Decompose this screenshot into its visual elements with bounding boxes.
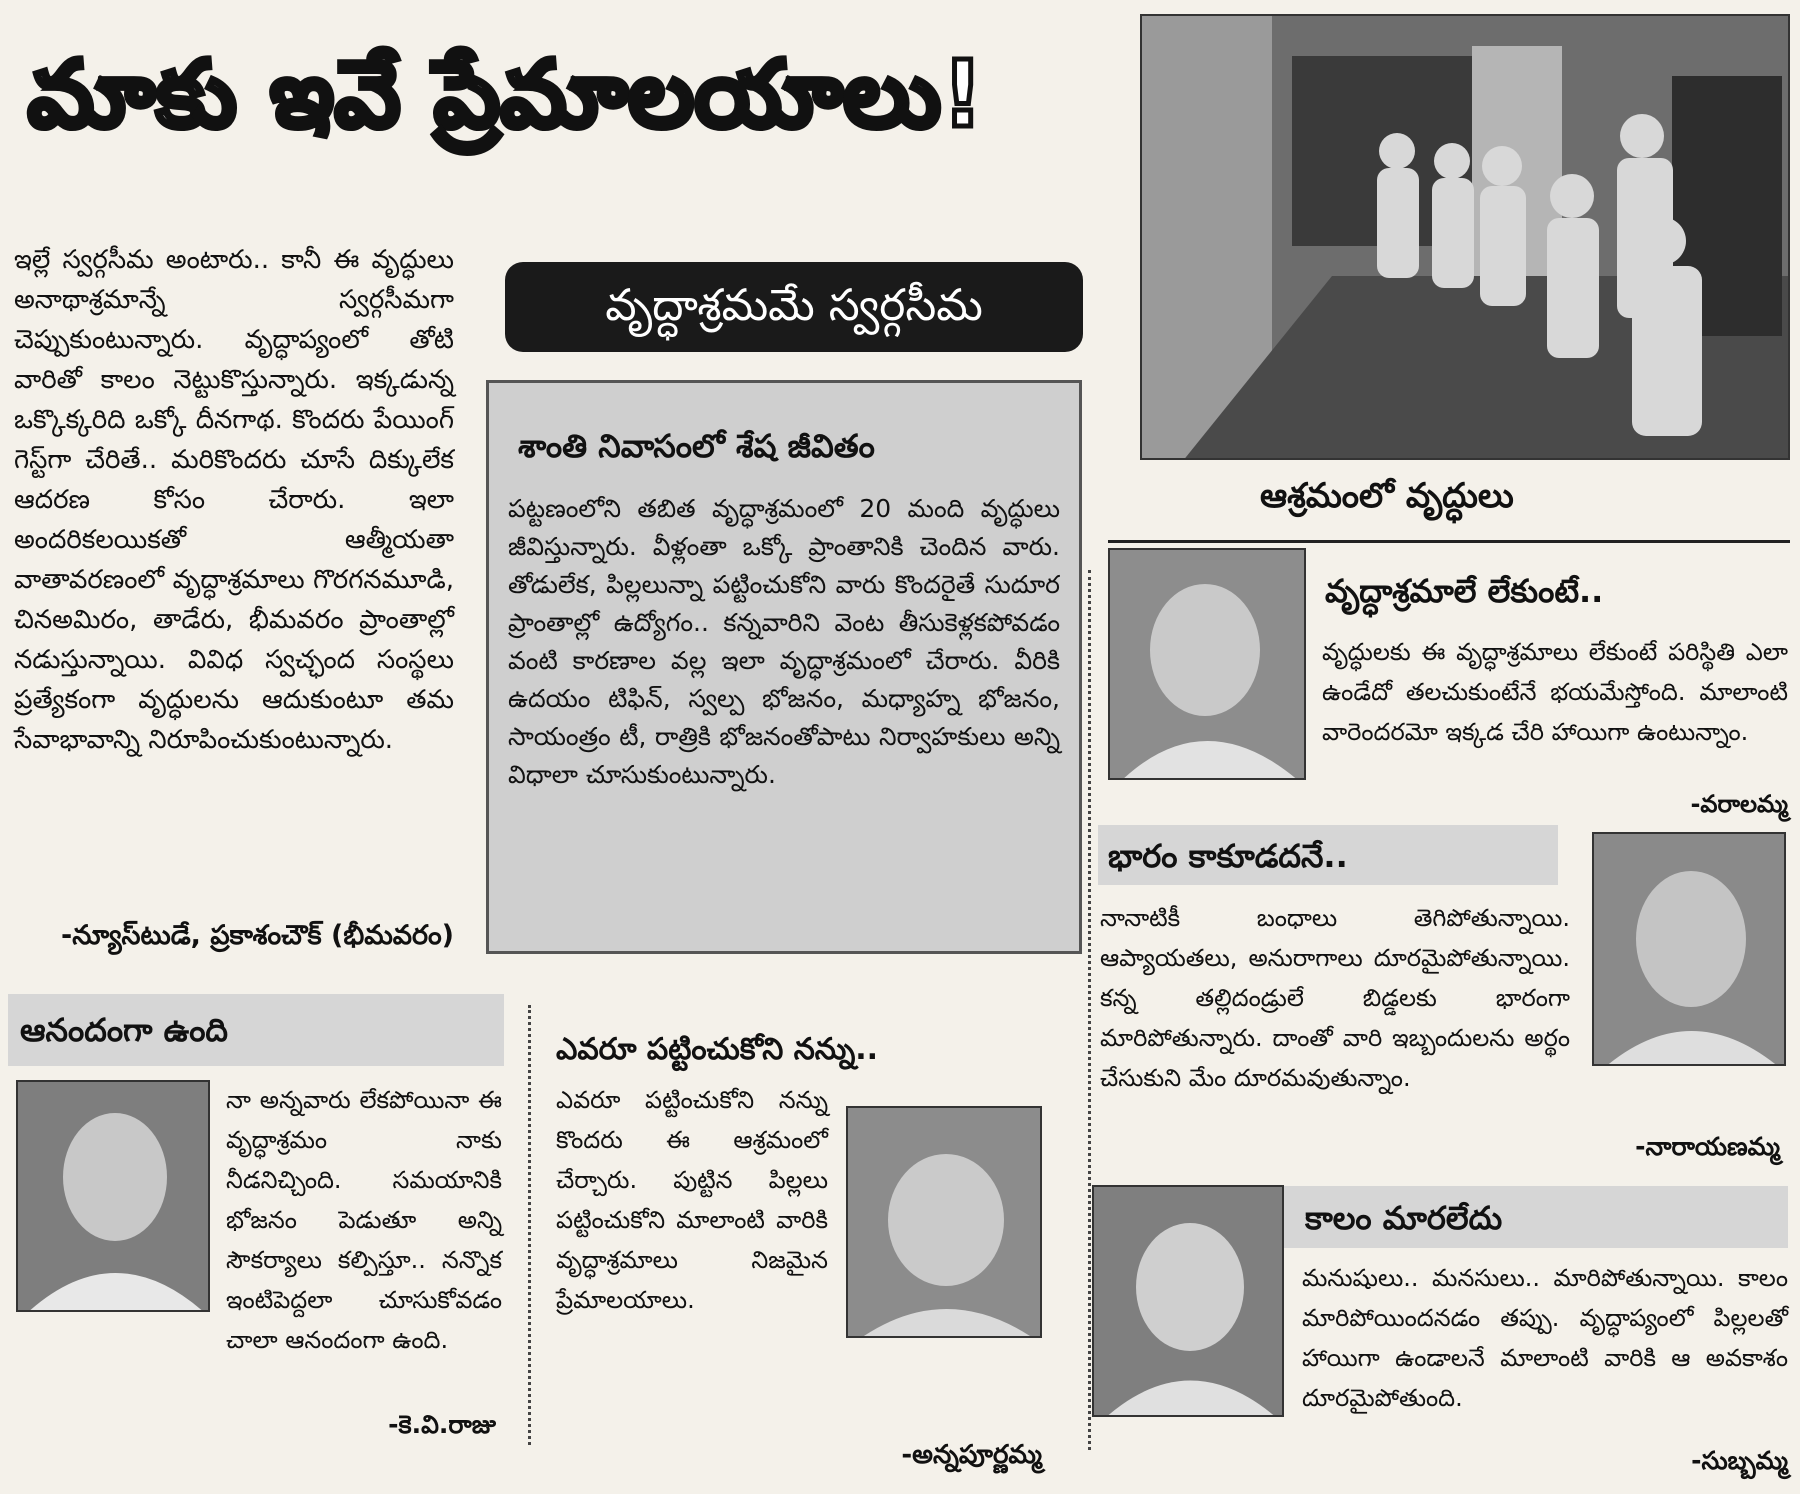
verandah-photo <box>1140 14 1790 460</box>
verandah-photo-drawing <box>1142 16 1790 460</box>
story3-heading: కాలం మారలేదు <box>1305 1199 1503 1237</box>
caption-rule <box>1108 540 1790 543</box>
sub-banner: వృద్ధాశ్రమమే స్వర్గసీమ <box>505 262 1083 352</box>
story4-text: నా అన్నవారు లేకపోయినా ఈ వృద్ధాశ్రమం నాకు నీడనిచ్చింది. సమయానికి భోజనం పెడుతూ అన్ని సౌకర్యాలు కల్పిస్తూ.. నన్నొక ఇంటిపెద్దలా చూసుకోవడం చాలా ఆనందంగా ఉంది. <box>226 1086 502 1354</box>
story5-text: ఎవరూ పట్టించుకోని నన్ను కొందరు ఈ ఆశ్రమంలో చేర్చారు. పుట్టిన పిల్లలు పట్టించుకోని మాలాంటి వారికి వృద్ధాశ్రమాలు నిజమైన ప్రేమాలయాలు. <box>556 1086 828 1314</box>
story1-text: వృద్ధులకు ఈ వృద్ధాశ్రమాలు లేకుంటే పరిస్థితి ఎలా ఉండేదో తలచుకుంటేనే భయమేస్తోంది. మాలాంటి వారెందరమో ఇక్కడ చేరి హాయిగా ఉంటున్నాం. <box>1322 638 1788 746</box>
box-text: పట్టణంలోని తబిత వృద్ధాశ్రమంలో 20 మంది వృద్ధులు జీవిస్తున్నారు. వీళ్లంతా ఒక్కో ప్రాంతానికి చెందిన వారు. తోడులేక, పిల్లలున్నా పట్టించుకోని వారు కొందరైతే సుదూర ప్రాంతాల్లో ఉద్యోగం.. కన్నవారిని వెంట తీసుకెళ్లకపోవడం వంటి కారణాల వల్ల ఇలా వృద్ధాశ్రమంలో చేరారు. వీరికి ఉదయం టిఫిన్, స్వల్ప భోజనం, మధ్యాహ్న భోజనం, సాయంత్రం టీ, రాత్రికి భోజనంతోపాటు నిర్వాహకులు అన్ని విధాలా చూసుకుంటున్నారు. <box>508 494 1060 789</box>
photo-caption: ఆశ్రమంలో వృద్ధులు <box>1260 476 1514 516</box>
portrait-woman-icon <box>848 1108 1042 1338</box>
intro-text: ఇల్లే స్వర్గసీమ అంటారు.. కానీ ఈ వృద్ధులు అనాథాశ్రమాన్నే స్వర్గసీమగా చెప్పుకుంటున్నారు. వృద్ధాప్యంలో తోటి వారితో కాలం నెట్టుకొస్తున్నారు. ఇక్కడున్న ఒక్కొక్కరిది ఒక్కో దీనగాథ. కొందరు పేయింగ్ గెస్ట్‌గా చేరితే.. మరికొందరు చూసే దిక్కులేక ఆదరణ కోసం చేరారు. ఇలా అందరికలయికతో ఆత్మీయతా వాతావరణంలో వృద్ధాశ్రమాలు గొరగనమూడి, చినఅమిరం, తాడేరు, భీమవరం ప్రాంతాల్లో నడుస్తున్నాయి. వివిధ స్వచ్ఛంద సంస్థలు ప్రత్యేకంగా వృద్ధులను ఆదుకుంటూ తమ సేవాభావాన్ని నిరూపించుకుంటున్నారు. <box>14 245 454 755</box>
story1-credit: -వరాలమ్మ <box>1690 790 1788 818</box>
story1-heading: వృద్ధాశ్రమాలే లేకుంటే.. <box>1325 572 1604 610</box>
story5-credit: -అన్నపూర్ణమ్మ <box>901 1440 1042 1470</box>
story2-text: నానాటికీ బంధాలు తెగిపోతున్నాయి. ఆప్యాయతలు, అనురాగాలు దూరమైపోతున్నాయి. కన్న తల్లిదండ్రులే బిడ్డలకు భారంగా మారిపోతున్నారు. దాంతో వారి ఇబ్బందులను అర్థం చేసుకుని మేం దూరమవుతున్నాం. <box>1100 904 1570 1092</box>
narayanamma-photo <box>1592 832 1786 1066</box>
story3-credit: -సుబ్బమ్మ <box>1691 1446 1788 1475</box>
portrait-woman-icon <box>1094 1187 1284 1417</box>
portrait-woman-icon <box>1110 550 1306 780</box>
story4-heading: ఆనందంగా ఉంది <box>20 1011 229 1049</box>
varalamma-photo <box>1108 548 1306 780</box>
story3-text: మనుషులు.. మనసులు.. మారిపోతున్నాయి. కాలం మారిపోయిందనడం తప్పు. వృద్ధాప్యంలో పిల్లలతో హాయిగా ఉండాలనే మాలాంటి వారికి ఆ అవకాశం దూరమైపోతుంది. <box>1302 1264 1788 1412</box>
column-divider-right <box>1088 570 1091 1450</box>
intro-credit: -న్యూస్‌టుడే, ప్రకాశంచౌక్ (భీమవరం) <box>61 920 454 951</box>
annapurnamma-photo <box>846 1106 1042 1338</box>
subbamma-photo <box>1092 1185 1284 1417</box>
story5-heading: ఎవరూ పట్టించుకోని నన్ను.. <box>556 1032 879 1067</box>
story4-credit: -కె.వి.రాజు <box>388 1410 496 1439</box>
box-heading: శాంతి నివాసంలో శేష జీవితం <box>518 427 875 465</box>
story2-heading: భారం కాకూడదనే.. <box>1108 837 1348 875</box>
portrait-woman-icon <box>1594 834 1786 1066</box>
headline: మాకు ఇవే ప్రేమాలయాలు! <box>28 41 985 148</box>
column-divider-middle <box>528 1005 531 1445</box>
story2-credit: -నారాయణమ్మ <box>1635 1132 1780 1161</box>
